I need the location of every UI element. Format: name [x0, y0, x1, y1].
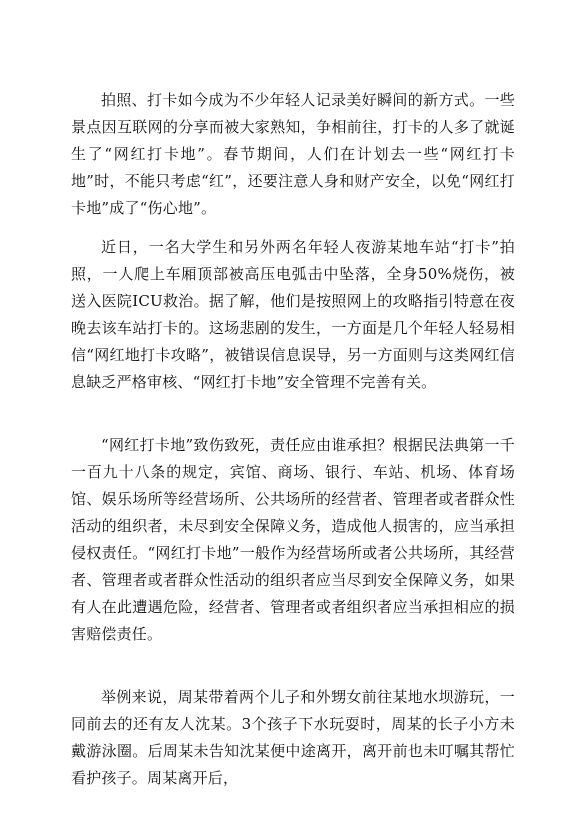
paragraph-1: 拍照、打卡如今成为不少年轻人记录美好瞬间的新方式。一些景点因互联网的分享而被大家熟知，争相前往，打卡的人多了就诞生了“网红打卡地”。春节期间，人们在计划去一些“网红打卡地”时，不能只考虑“红”，还要注意人身和财产安全，以免“网红打卡地”成了“伤心地”。	[71, 91, 515, 217]
paragraph-4: 举例来说，周某带着两个儿子和外甥女前往某地水坝游玩，一同前去的还有友人沈某。3个孩子下水玩耍时，周某的长子小方未戴游泳圈。后周某未告知沈某便中途离开，离开前也未叮嘱其帮忙看护孩子。周某离开后，	[71, 688, 515, 787]
paragraph-2: 近日，一名大学生和另外两名年轻人夜游某地车站“打卡”拍照，一人爬上车厢顶部被高压电弧击中坠落，全身50%烧伤，被送入医院ICU救治。据了解，他们是按照网上的攻略指引特意在夜晚去该车站打卡的。这场悲剧的发生，一方面是几个年轻人轻易相信“网红地打卡攻略”，被错误信息误导，另一方面则与这类网红信息缺乏严格审核、“网红打卡地”安全管理不完善有关。	[71, 238, 515, 391]
paragraph-3: “网红打卡地”致伤致死，责任应由谁承担？根据民法典第一千一百九十八条的规定，宾馆、商场、银行、车站、机场、体育场馆、娱乐场所等经营场所、公共场所的经营者、管理者或者群众性活动的组织者，未尽到安全保障义务，造成他人损害的，应当承担侵权责任。“网红打卡地”一般作为经营场所或者公共场所，其经营者、管理者或者群众性活动的组织者应当尽到安全保障义务，如果有人在此遭遇危险，经营者、管理者或者组织者应当承担相应的损害赔偿责任。	[71, 436, 515, 643]
